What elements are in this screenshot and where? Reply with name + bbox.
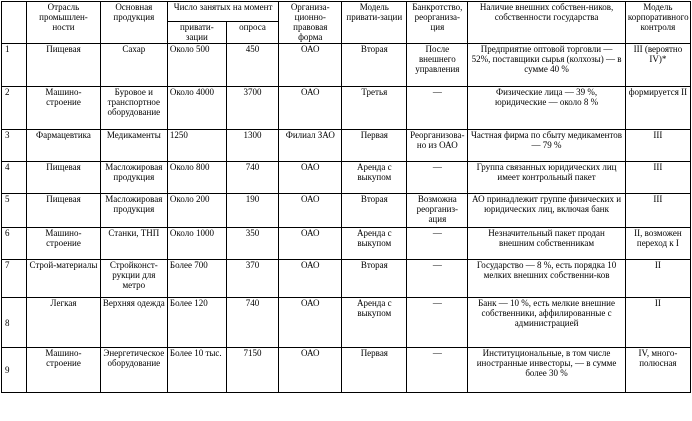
emp-privatization-cell: Более 10 тыс. bbox=[167, 348, 226, 393]
external-owners-cell: Банк — 10 %, есть мелкие внешние собственники, аффилированные с администрацией bbox=[468, 298, 626, 348]
industry-cell: Машино-строение bbox=[27, 228, 101, 260]
model-cell: Первая bbox=[342, 348, 407, 393]
row-number: 7 bbox=[2, 260, 27, 298]
industry-cell: Машино-строение bbox=[27, 348, 101, 393]
legal-form-cell: ОАО bbox=[279, 298, 342, 348]
legal-form-cell: ОАО bbox=[279, 228, 342, 260]
external-owners-cell: Государство — 8 %, есть порядка 10 мелких внешних собственни-ков bbox=[468, 260, 626, 298]
legal-form-cell: ОАО bbox=[279, 87, 342, 130]
header-corp-control: Модель корпоративного контроля bbox=[625, 2, 690, 44]
model-cell: Аренда с выкупом bbox=[342, 298, 407, 348]
row-number: 3 bbox=[2, 130, 27, 162]
emp-survey-cell: 370 bbox=[226, 260, 279, 298]
header-legal-form: Организа-ционно-правовая форма bbox=[279, 2, 342, 44]
external-owners-cell: Частная фирма по сбыту медикаментов — 79 % bbox=[468, 130, 626, 162]
bankruptcy-cell: — bbox=[407, 260, 468, 298]
privatization-table bbox=[1, 1, 691, 393]
corp-control-cell: III bbox=[625, 194, 690, 228]
industry-cell: Пищевая bbox=[27, 162, 101, 194]
model-cell: Аренда с выкупом bbox=[342, 162, 407, 194]
bankruptcy-cell: — bbox=[407, 228, 468, 260]
emp-survey-cell: 1300 bbox=[226, 130, 279, 162]
legal-form-cell: ОАО bbox=[279, 194, 342, 228]
table-row bbox=[2, 130, 691, 162]
model-cell: Вторая bbox=[342, 260, 407, 298]
emp-survey-cell: 740 bbox=[226, 298, 279, 348]
industry-cell: Легкая bbox=[27, 298, 101, 348]
bankruptcy-cell: Возможна реорганиз-ация bbox=[407, 194, 468, 228]
product-cell: Верхняя одежда bbox=[100, 298, 167, 348]
model-cell: Третья bbox=[342, 87, 407, 130]
emp-survey-cell: 190 bbox=[226, 194, 279, 228]
bankruptcy-cell: — bbox=[407, 348, 468, 393]
corp-control-cell: II bbox=[625, 260, 690, 298]
external-owners-cell: Институциональные, в том числе иностранные инвесторы, — в сумме более 30 % bbox=[468, 348, 626, 393]
emp-survey-cell: 7150 bbox=[226, 348, 279, 393]
product-cell: Масложировая продукция bbox=[100, 194, 167, 228]
row-number: 9 bbox=[2, 348, 27, 393]
emp-privatization-cell: Около 800 bbox=[167, 162, 226, 194]
table-row bbox=[2, 260, 691, 298]
row-number: 6 bbox=[2, 228, 27, 260]
product-cell: Медикаменты bbox=[100, 130, 167, 162]
product-cell: Сахар bbox=[100, 44, 167, 87]
legal-form-cell: ОАО bbox=[279, 260, 342, 298]
bankruptcy-cell: — bbox=[407, 162, 468, 194]
table-row bbox=[2, 228, 691, 260]
table-row bbox=[2, 194, 691, 228]
external-owners-cell: Незначительный пакет продан внешним собственникам bbox=[468, 228, 626, 260]
corp-control-cell: II, возможен переход к I bbox=[625, 228, 690, 260]
header-bankruptcy: Банкротство, реорганиза-ция bbox=[407, 2, 468, 44]
emp-privatization-cell: 1250 bbox=[167, 130, 226, 162]
external-owners-cell: Физические лица — 39 %, юридические — около 8 % bbox=[468, 87, 626, 130]
bankruptcy-cell: Реорганизова-но из ОАО bbox=[407, 130, 468, 162]
emp-survey-cell: 3700 bbox=[226, 87, 279, 130]
industry-cell: Пищевая bbox=[27, 44, 101, 87]
row-number: 2 bbox=[2, 87, 27, 130]
corp-control-cell: IV, много-полюсная bbox=[625, 348, 690, 393]
table-row bbox=[2, 298, 691, 348]
industry-cell: Строй-материалы bbox=[27, 260, 101, 298]
table-row bbox=[2, 348, 691, 393]
model-cell: Аренда с выкупом bbox=[342, 228, 407, 260]
row-number: 1 bbox=[2, 44, 27, 87]
legal-form-cell: ОАО bbox=[279, 348, 342, 393]
product-cell: Буровое и транспортное оборудование bbox=[100, 87, 167, 130]
header-num bbox=[2, 2, 27, 44]
emp-privatization-cell: Около 4000 bbox=[167, 87, 226, 130]
header-external-owners: Наличие внешних собствен-ников, собственности государства bbox=[468, 2, 626, 44]
table-row bbox=[2, 87, 691, 130]
model-cell: Вторая bbox=[342, 194, 407, 228]
emp-privatization-cell: Более 700 bbox=[167, 260, 226, 298]
corp-control-cell: формируется II bbox=[625, 87, 690, 130]
model-cell: Вторая bbox=[342, 44, 407, 87]
header-industry: Отрасль промышлен-ности bbox=[27, 2, 101, 44]
external-owners-cell: Группа связанных юридических лиц имеет контрольный пакет bbox=[468, 162, 626, 194]
row-number: 4 bbox=[2, 162, 27, 194]
emp-privatization-cell: Около 500 bbox=[167, 44, 226, 87]
bankruptcy-cell: — bbox=[407, 298, 468, 348]
product-cell: Энергетическое оборудование bbox=[100, 348, 167, 393]
emp-survey-cell: 350 bbox=[226, 228, 279, 260]
header-employees: Число занятых на момент bbox=[167, 2, 278, 22]
product-cell: Станки, ТНП bbox=[100, 228, 167, 260]
emp-privatization-cell: Более 120 bbox=[167, 298, 226, 348]
bankruptcy-cell: После внешнего управления bbox=[407, 44, 468, 87]
industry-cell: Машино-строение bbox=[27, 87, 101, 130]
legal-form-cell: ОАО bbox=[279, 44, 342, 87]
table-row bbox=[2, 162, 691, 194]
header-emp-survey: опроса bbox=[226, 22, 279, 44]
corp-control-cell: III bbox=[625, 162, 690, 194]
emp-privatization-cell: Около 1000 bbox=[167, 228, 226, 260]
legal-form-cell: ОАО bbox=[279, 162, 342, 194]
legal-form-cell: Филиал ЗАО bbox=[279, 130, 342, 162]
industry-cell: Пищевая bbox=[27, 194, 101, 228]
bankruptcy-cell: — bbox=[407, 87, 468, 130]
corp-control-cell: II bbox=[625, 298, 690, 348]
corp-control-cell: III (вероятно IV)* bbox=[625, 44, 690, 87]
header-emp-privatization: привати-зации bbox=[167, 22, 226, 44]
table-row bbox=[2, 44, 691, 87]
corp-control-cell: III bbox=[625, 130, 690, 162]
emp-survey-cell: 450 bbox=[226, 44, 279, 87]
product-cell: Масложировая продукция bbox=[100, 162, 167, 194]
row-number: 8 bbox=[2, 298, 27, 348]
external-owners-cell: Предприятие оптовой торговли — 52%, поставщики сырья (колхозы) — в сумме 40 % bbox=[468, 44, 626, 87]
emp-privatization-cell: Около 200 bbox=[167, 194, 226, 228]
model-cell: Первая bbox=[342, 130, 407, 162]
industry-cell: Фармацевтика bbox=[27, 130, 101, 162]
external-owners-cell: АО принадлежит группе физических и юридических лиц, включая банк bbox=[468, 194, 626, 228]
emp-survey-cell: 740 bbox=[226, 162, 279, 194]
header-product: Основная продукция bbox=[100, 2, 167, 44]
header-model: Модель привати-зации bbox=[342, 2, 407, 44]
row-number: 5 bbox=[2, 194, 27, 228]
product-cell: Стройконст-рукции для метро bbox=[100, 260, 167, 298]
